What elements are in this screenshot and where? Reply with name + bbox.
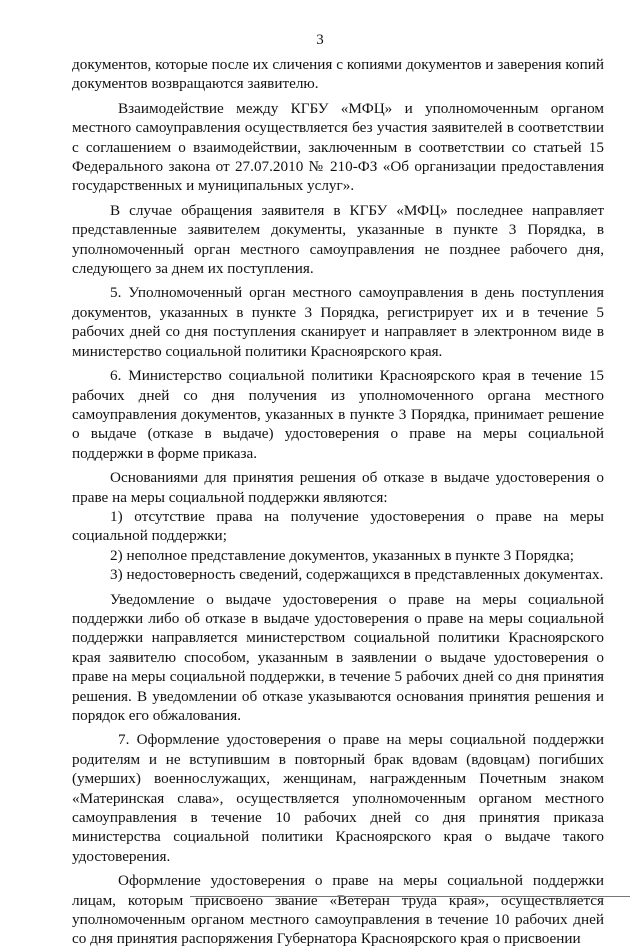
paragraph-item-7: 7. Оформление удостоверения о праве на меры социальной поддержки родителям и не вступившим в повторный брак вдовам (вдовцам) погибших (умерших) военнослужащих, женщинам, награжденным Почетным знаком «Материнская слава», осуществляется уполномоченным органом местного самоуправления в течение 10 рабочих дней со дня принятия приказа министерства социальной политики Красноярского края о выдаче такого удостоверения. [72, 731, 604, 865]
paragraph-continuation: документов, которые после их сличения с копиями документов и заверения копий документов возвращаются заявителю. [72, 56, 604, 93]
paragraph-veteran-labor: Оформление удостоверения о праве на меры социальной поддержки лицам, которым присвоено звание «Ветеран труда края», осуществляется уполномоченным органом местного самоуправления в течение 10 рабочих дней со дня принятия распоряжения Губернатора Красноярского края о присвоении [72, 872, 604, 948]
paragraph-refusal-grounds: Основаниями для принятия решения об отказе в выдаче удостоверения о праве на меры социальной поддержки являются: [72, 469, 604, 506]
paragraph-item-5: 5. Уполномоченный орган местного самоуправления в день поступления документов, указанных в пункте 3 Порядка, регистрирует их и в течение 5 рабочих дней со дня поступления сканирует и направляет в электронном виде в министерство социальной политики Красноярского края. [72, 284, 604, 360]
paragraph-notification: Уведомление о выдаче удостоверения о праве на меры социальной поддержки либо об отказе в выдаче удостоверения о праве на меры социальной поддержки направляется министерством социальной политики Красноярского края заявителю способом, указанным в заявлении о выдаче удостоверения о праве на меры социальной поддержки, в течение 5 рабочих дней со дня принятия решения. В уведомлении об отказе указываются основания принятия решения и порядок его обжалования. [72, 590, 604, 724]
list-item-2: 2) неполное представление документов, указанных в пункте 3 Порядка; [110, 546, 575, 564]
page-number: 3 [316, 32, 324, 48]
paragraph-mfc-case: В случае обращения заявителя в КГБУ «МФЦ» последнее направляет представленные заявителем документы, указанные в пункте 3 Порядка, в уполномоченный орган местного самоуправления не позднее рабочего дня, следующего за днем их поступления. [72, 201, 604, 278]
paragraph-item-6: 6. Министерство социальной политики Красноярского края в течение 15 рабочих дней со дня получения из уполномоченного органа местного самоуправления документов, указанных в пункте 3 Порядка, принимает решение о выдаче (отказе в выдаче) удостоверения о праве на меры социальной поддержки в форме приказа. [72, 367, 604, 462]
list-item-1: 1) отсутствие права на получение удостоверения о праве на меры социальной поддержки; [72, 507, 604, 545]
bottom-rule [190, 896, 630, 897]
document-body [72, 55, 604, 949]
list-item-3: 3) недостоверность сведений, содержащихся в представленных документах. [110, 566, 604, 584]
paragraph-interaction: Взаимодействие между КГБУ «МФЦ» и уполномоченным органом местного самоуправления осуществляется без участия заявителей в соответствии с соглашением о взаимодействии, заключенным в соответствии со статьей 15 Федерального закона от 27.07.2010 № 210-ФЗ «Об организации предоставления государственных и муниципальных услуг». [72, 99, 604, 195]
